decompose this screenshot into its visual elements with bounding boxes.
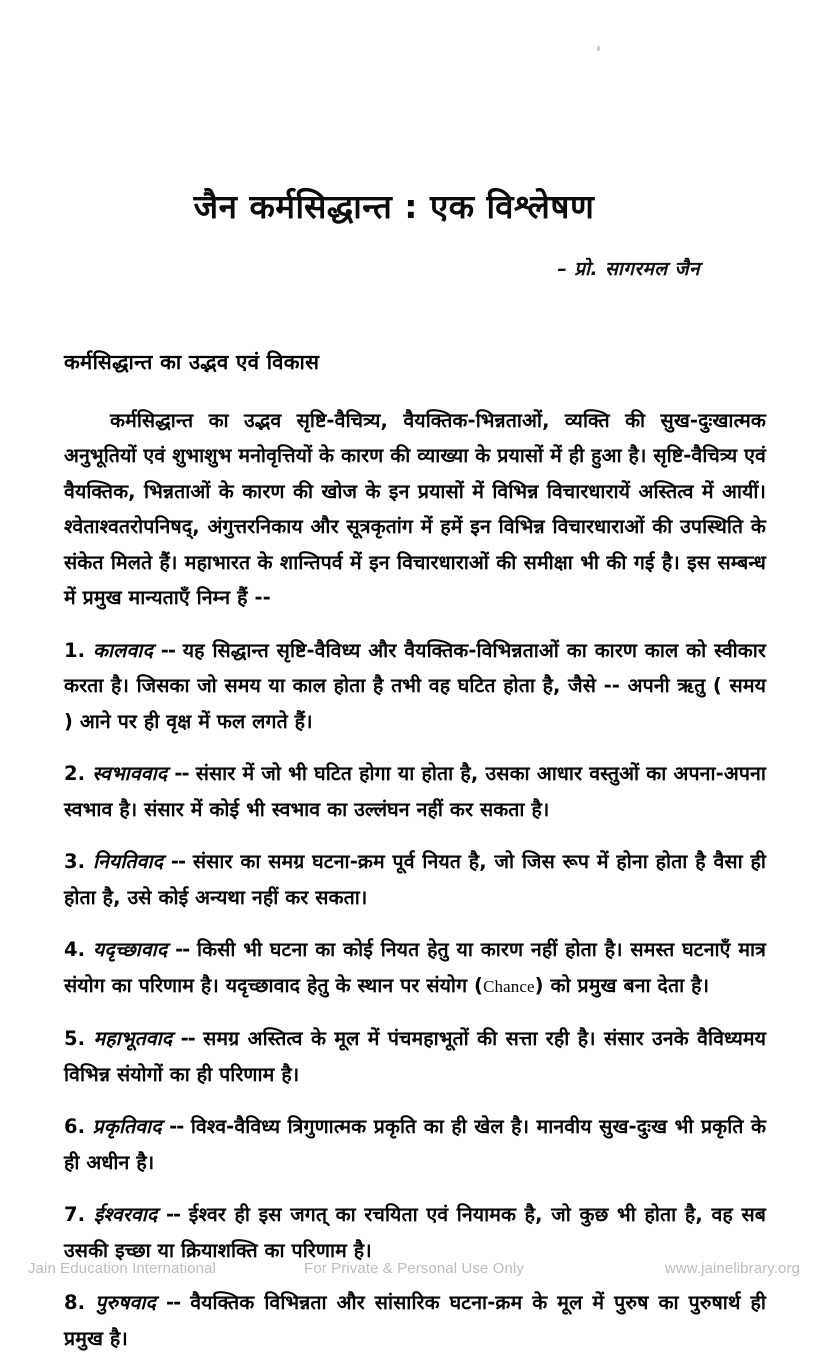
list-item-number: 4. xyxy=(64,938,85,961)
footer-usage-notice: For Private & Personal Use Only xyxy=(304,1260,524,1277)
list-item-dash: -- xyxy=(181,1027,195,1050)
list-item-body-before: किसी भी घटना का कोई नियत हेतु या कारण नहीं होता है। समस्त घटनाएँ मात्र संयोग का परिणाम है। यदृच्छावाद हेतु के स्थान पर संयोग ( xyxy=(64,938,766,997)
list-item-dash: -- xyxy=(161,639,175,662)
list-item-term: प्रकृतिवाद xyxy=(93,1115,162,1138)
list-item-number: 3. xyxy=(64,850,85,873)
list-item-dash: -- xyxy=(175,938,189,961)
list-item-term: स्वभाववाद xyxy=(92,762,167,785)
list-item-term: यदृच्छावाद xyxy=(93,938,167,961)
list-item-number: 8. xyxy=(64,1291,85,1314)
list-item-term: ईश्वरवाद xyxy=(94,1203,158,1226)
list-item-body: ईश्वर ही इस जगत् का रचयिता एवं नियामक है, जो कुछ भी होता है, वह सब उसकी इच्छा या क्रियाशक्ति का परिणाम है। xyxy=(64,1203,766,1262)
list-item-term: महाभूतवाद xyxy=(94,1027,173,1050)
list-item-number: 6. xyxy=(64,1115,85,1138)
list-item xyxy=(64,1285,766,1356)
list-item xyxy=(64,633,766,740)
section-heading: कर्मसिद्धान्त का उद्भव एवं विकास xyxy=(64,345,766,381)
list-item-body: विश्व-वैविध्य त्रिगुणात्मक प्रकृति का ही खेल है। मानवीय सुख-दुःख भी प्रकृति के ही अधीन है। xyxy=(64,1115,766,1174)
doctrine-list xyxy=(64,633,766,1356)
list-item-dash: -- xyxy=(169,1115,183,1138)
author-byline: – प्रो. सागरमल जैन xyxy=(64,255,764,281)
list-item-dash: -- xyxy=(171,850,185,873)
document-body xyxy=(64,345,766,1356)
page-title: जैन कर्मसिद्धान्त : एक विश्लेषण xyxy=(64,186,764,227)
list-item-term: पुरुषवाद xyxy=(95,1291,156,1314)
list-item-number: 2. xyxy=(64,762,85,785)
footer-website[interactable]: www.jainelibrary.org xyxy=(665,1260,800,1277)
title-block xyxy=(64,186,764,281)
list-item-body: संसार का समग्र घटना-क्रम पूर्व नियत है, जो जिस रूप में होना होता है वैसा ही होता है, उसे कोई अन्यथा नहीं कर सकता। xyxy=(64,850,766,909)
list-item-body: संसार में जो भी घटित होगा या होता है, उसका आधार वस्तुओं का अपना-अपना स्वभाव है। संसार में कोई भी स्वभाव का उल्लंघन नहीं कर सकता है। xyxy=(64,762,766,821)
scan-speck-icon xyxy=(597,46,600,51)
list-item xyxy=(64,1021,766,1092)
list-item-body: यह सिद्धान्त सृष्टि-वैविध्य और वैयक्तिक-विभिन्नताओं का कारण काल को स्वीकार करता है। जिसका जो समय या काल होता है तभी वह घटित होता है, जैसे -- अपनी ऋतु ( समय ) आने पर ही वृक्ष में फल लगते हैं। xyxy=(64,639,766,733)
list-item xyxy=(64,932,766,1004)
list-item-term: कालवाद xyxy=(93,639,153,662)
list-item-number: 5. xyxy=(64,1027,85,1050)
footer-publisher: Jain Education International xyxy=(28,1260,216,1277)
list-item-body: वैयक्तिक विभिन्नता और सांसारिक घटना-क्रम के मूल में पुरुष का पुरुषार्थ ही प्रमुख है। xyxy=(64,1291,766,1350)
list-item-term: नियतिवाद xyxy=(93,850,163,873)
list-item-dash: -- xyxy=(174,762,188,785)
page-footer xyxy=(0,1256,828,1280)
list-item xyxy=(64,756,766,827)
list-item-latin-term: Chance xyxy=(483,977,535,996)
list-item-number: 7. xyxy=(64,1203,85,1226)
list-item-dash: -- xyxy=(166,1203,180,1226)
list-item xyxy=(64,844,766,915)
list-item-number: 1. xyxy=(64,639,85,662)
intro-paragraph: कर्मसिद्धान्त का उद्भव सृष्टि-वैचित्र्य, वैयक्तिक-भिन्नताओं, व्यक्ति की सुख-दुःखात्मक अनुभूतियों एवं शुभाशुभ मनोवृत्तियों के कारण की व्याख्या के प्रयासों में ही हुआ है। सृष्टि-वैचित्र्य एवं वैयक्तिक, भिन्नताओं के कारण की खोज के इन प्रयासों में विभिन्न विचारधारायें अस्तित्व में आयीं। श्वेताश्वतरोपनिषद्, अंगुत्तरनिकाय और सूत्रकृतांग में हमें इन विभिन्न विचारधाराओं की उपस्थिति के संकेत मिलते हैं। महाभारत के शान्तिपर्व में इन विचारधाराओं की समीक्षा भी की गई है। इस सम्बन्ध में प्रमुख मान्यताएँ निम्न हैं -- xyxy=(64,403,766,616)
list-item-body: समग्र अस्तित्व के मूल में पंचमहाभूतों की सत्ता रही है। संसार उनके वैविध्यमय विभिन्न संयोगों का ही परिणाम है। xyxy=(64,1027,766,1086)
list-item-dash: -- xyxy=(166,1291,180,1314)
list-item-body-after: ) को प्रमुख बना देता है। xyxy=(535,974,709,997)
list-item xyxy=(64,1109,766,1180)
